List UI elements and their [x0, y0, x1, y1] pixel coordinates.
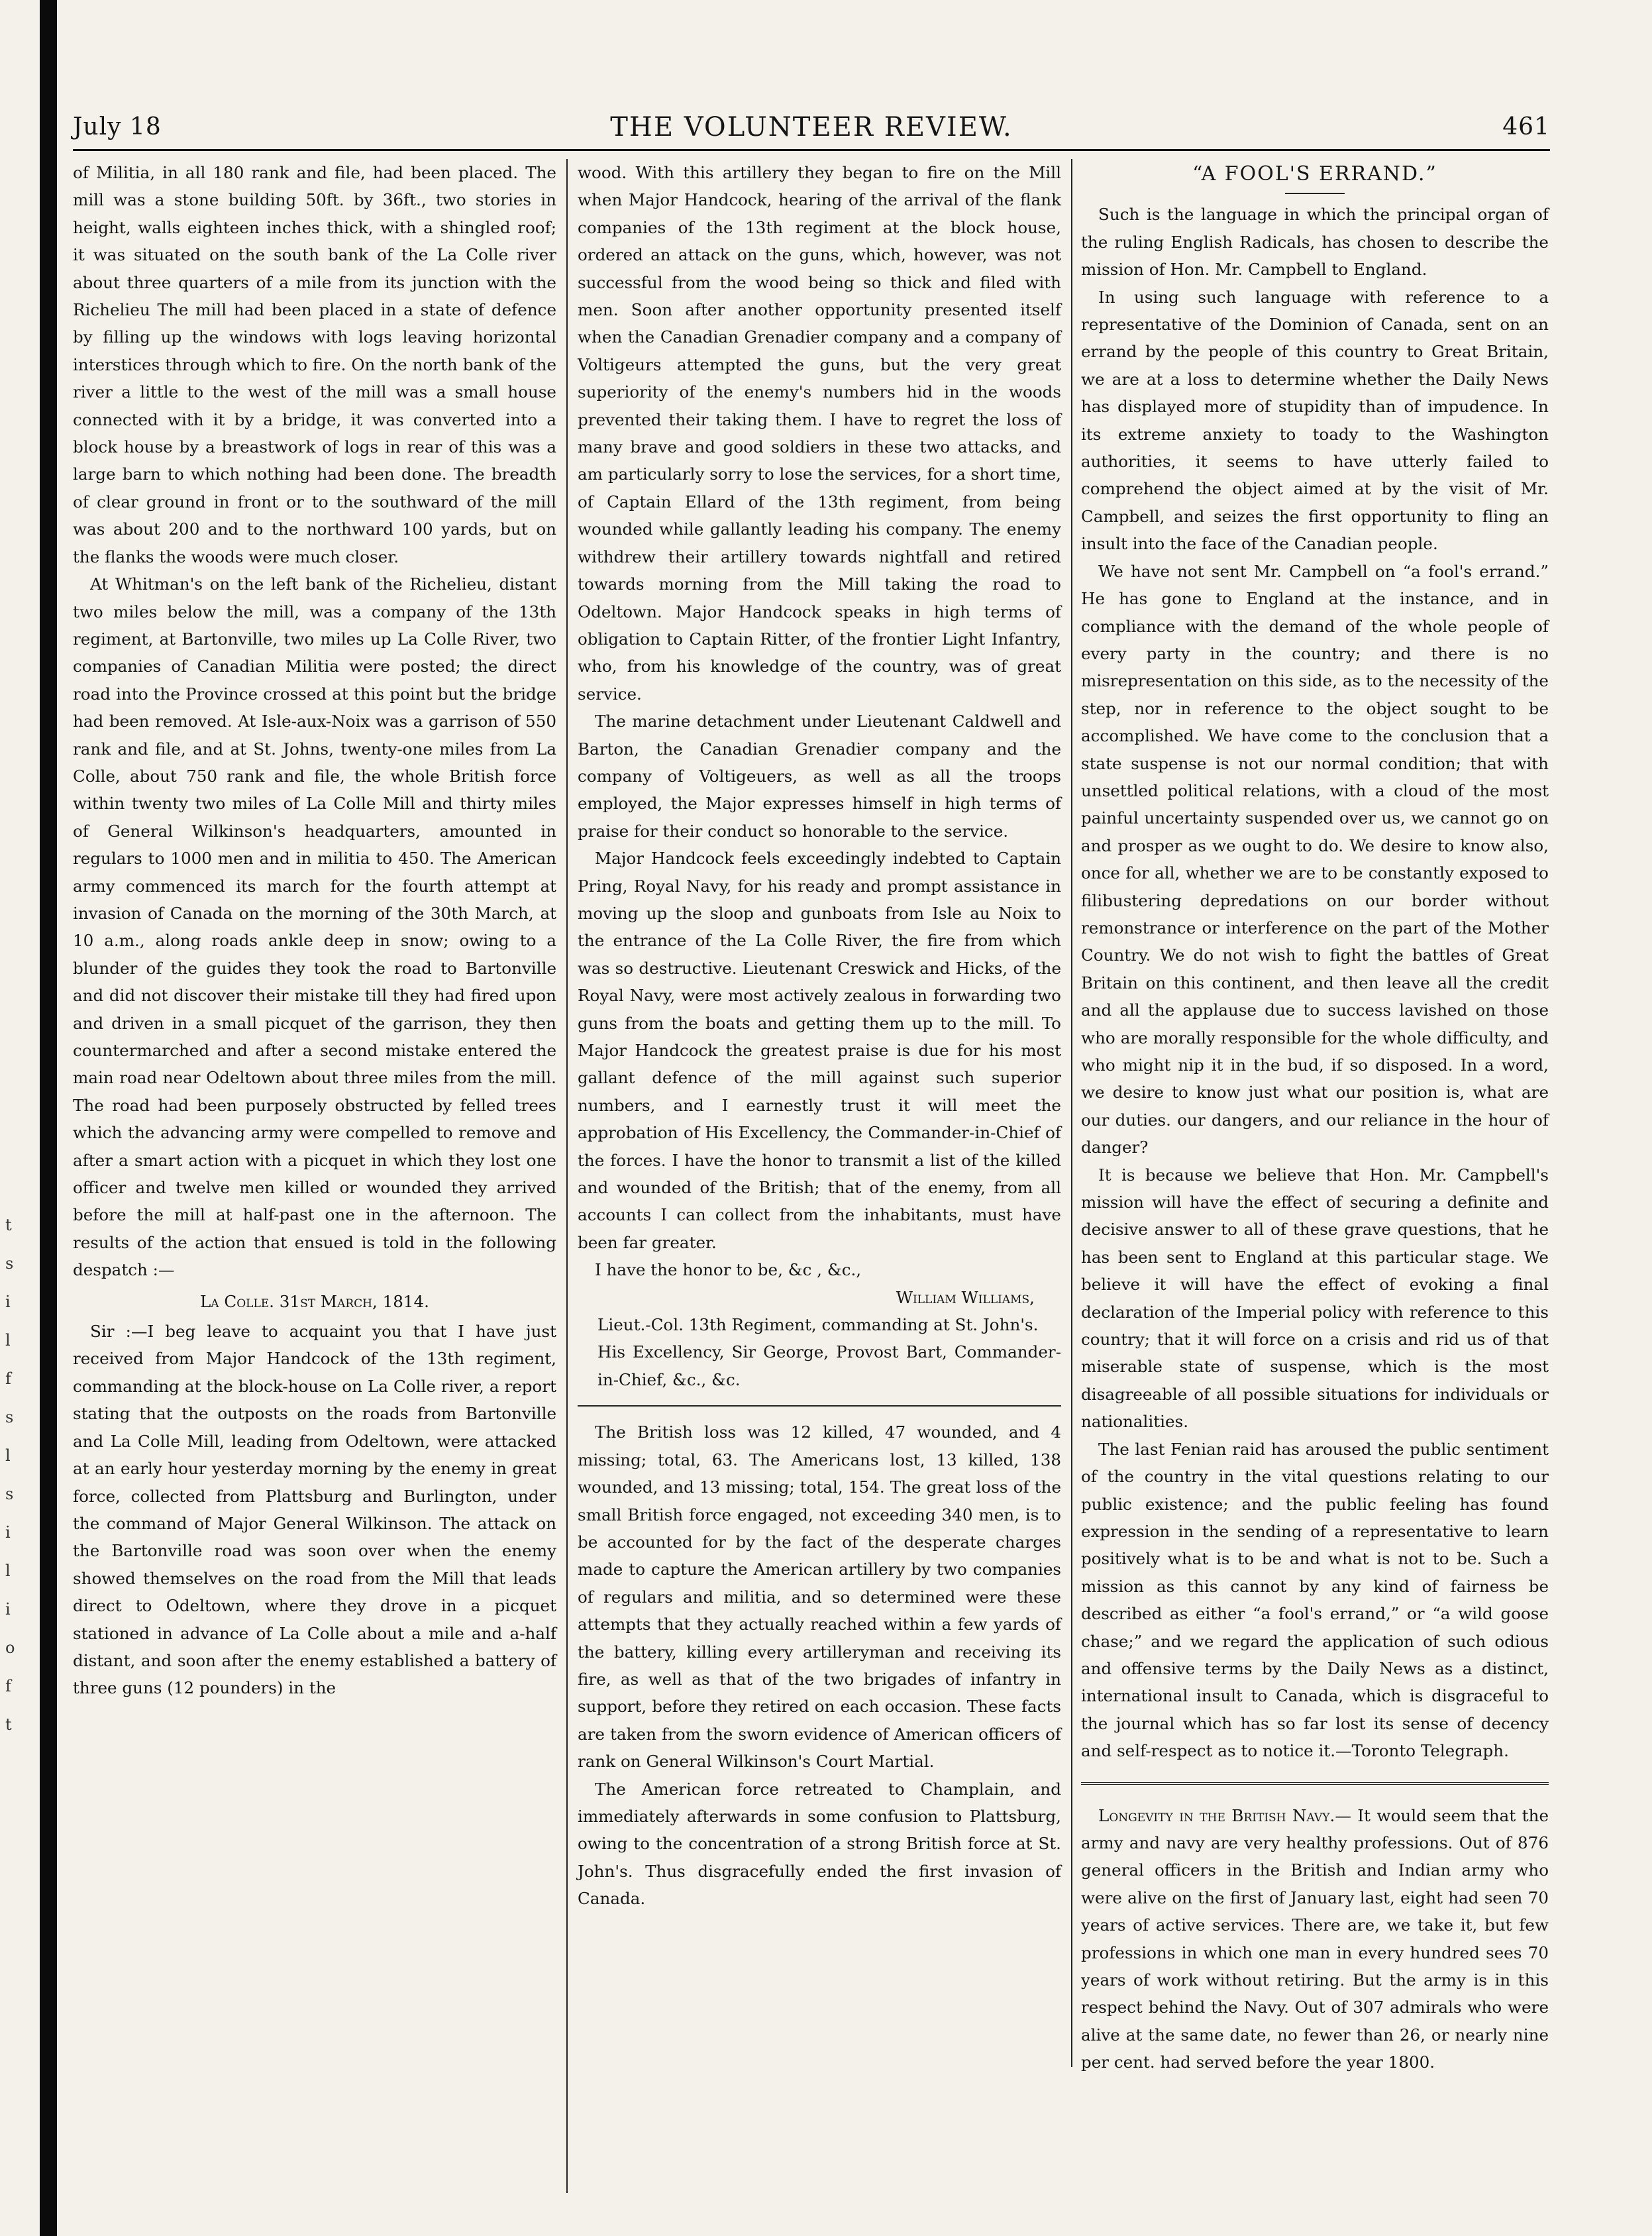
- margin-mark: i: [5, 1600, 11, 1619]
- binding-edge: [40, 0, 57, 2236]
- news-item-body: — It would seem that the army and navy are very healthy professions. Out of 876 general officers in the British and Indian army who were alive on the first of January last, eight had seen 70 years of active services. There are, we take it, but few professions in which one man in every hundred sees 70 years of work without retiring. But the army is in this respect behind the Navy. Out of 307 admirals who were alive at the same date, no fewer than 26, or nearly nine per cent. had served before the year 1800.: [1081, 1805, 1549, 2072]
- margin-mark: s: [5, 1485, 14, 1503]
- header-rule: [73, 149, 1550, 151]
- despatch-signature: William Williams,: [896, 1287, 1035, 1307]
- column-2: [578, 159, 1061, 1913]
- despatch-paragraph: wood. With this artillery they began to fire on the Mill when Major Handcock, hearing of the arrival of the flank companies of the 13th regiment at the block house, ordered an attack on the guns, which, however, was not successful from the wood being so thick and filed with men. Soon after another opportunity presented itself when the Canadian Grenadier company and a company of Voltigeurs attempted the guns, but the very great superiority of the enemy's numbers hid in the woods prevented their taking them. I have to regret the loss of many brave and good soldiers in these two attacks, and am particularly sorry to lose the services, for a short time, of Captain Ellard of the 13th regiment, from being wounded while gallantly leading his company. The enemy withdrew their artillery towards nightfall and retired towards morning from the Mill taking the road to Odeltown. Major Handcock speaks in high terms of obligation to Captain Ritter, of the frontier Light Infantry, who, from his knowledge of the country, was of great service.: [578, 163, 1061, 704]
- article-paragraph: The last Fenian raid has aroused the public sentiment of the country in the vital questions relating to our public existence; and the public feeling has found expression in the sending of a representative to learn positively what is to be and what is not to be. Such a mission as this cannot by any kind of fairness be described as either “a fool's errand,” or “a wild goose chase;” and we regard the application of such odious and offensive terms by the Daily News as a distinct, international insult to Canada, which is disgraceful to the journal which has so far lost its sense of decency and self-respect as to notice it.—Toronto Telegraph.: [1081, 1439, 1549, 1761]
- section-rule: [1081, 1782, 1549, 1785]
- masthead-title: THE VOLUNTEER REVIEW.: [610, 112, 1013, 142]
- article-paragraph: of Militia, in all 180 rank and file, had been placed. The mill was a stone building 50ft. by 36ft., two stories in height, walls eighteen inches thick, with a shingled roof; it was situated on the south bank of the La Colle river about three quarters of a mile from its junction with the Richelieu The mill had been placed in a state of defence by filling up the windows with logs leaving horizontal interstices through which to fire. On the north bank of the river a little to the west of the mill was a small house connected with it by a bridge, it was converted into a block house by a breastwork of logs in rear of this was a large barn to which nothing had been done. The breadth of clear ground in front or to the southward of the mill was about 200 and to the northward 100 yards, but on the flanks the woods were much closer.: [73, 163, 556, 566]
- despatch-paragraph: Sir :—I beg leave to acquaint you that I have just received from Major Handcock of the 13th regiment, commanding at the block-house on La Colle river, a report stating that the outposts on the roads from Bartonville and La Colle Mill, leading from Odeltown, were attacked at an early hour yesterday morning by the enemy in great force, collected from Plattsburg and Burlington, under the command of Major General Wilkinson. The attack on the Bartonville road was soon over when the enemy showed themselves on the road from the Mill that leads direct to Odeltown, where they drove in a picquet stationed in advance of La Colle about a mile and a-half distant, and soon after the enemy established a battery of three guns (12 pounders) in the: [73, 1322, 556, 1698]
- article-paragraph: At Whitman's on the left bank of the Richelieu, distant two miles below the mill, was a company of the 13th regiment, at Bartonville, two miles up La Colle River, two companies of Canadian Militia were posted; the direct road into the Province crossed at this point but the bridge had been removed. At Isle-aux-Noix was a garrison of 550 rank and file, and at St. Johns, twenty-one miles from La Colle, about 750 rank and file, the whole British force within twenty two miles of La Colle Mill and thirty miles of General Wilkinson's headquarters, amounted in regulars to 1000 men and in militia to 450. The American army commenced its march for the fourth attempt at invasion of Canada on the morning of the 30th March, at 10 a.m., along roads ankle deep in snow; owing to a blunder of the guides they took the road to Bartonville and did not discover their mistake till they had fired upon and driven in a small picquet of the garrison, they then countermarched and after a second mistake entered the main road near Odeltown about three miles from the mill. The road had been purposely obstructed by felled trees which the advancing army were compelled to remove and after a smart action with a picquet in which they lost one officer and twelve men killed or wounded they arrived before the mill at half-past one in the afternoon. The results of the action that ensued is told in the following despatch :—: [73, 574, 556, 1280]
- article-paragraph: We have not sent Mr. Campbell on “a fool's errand.” He has gone to England at the instance, and in compliance with the demand of the whole people of every party in the country; and there is no misrepresentation on this side, as to the necessity of the step, nor in reference to the object sought to be accomplished. We have come to the conclusion that a state suspense is not our normal condition; that with unsettled political relations, with a cloud of the most painful uncertainty suspended over us, we cannot go on and prosper as we ought to do. We desire to know also, once for all, whether we are to be constantly exposed to filibustering depredations on our border without remonstrance or interference on the part of the Mother Country. We do not wish to fight the battles of Great Britain on this continent, and then leave all the credit and all the applause due to success lavished on those who are morally responsible for the whole difficulty, and who might nip it in the bud, if so disposed. In a word, we desire to know just what our position is, what are our duties. our dangers, and our reliance in the hour of danger?: [1081, 561, 1549, 1157]
- despatch-dateline: La Colle. 31st March, 1814.: [199, 1291, 430, 1311]
- article-paragraph: Such is the language in which the principal organ of the ruling English Radicals, has chosen to describe the mission of Hon. Mr. Campbell to England.: [1081, 205, 1549, 280]
- margin-mark: i: [5, 1293, 11, 1311]
- despatch-paragraph: Major Handcock feels exceedingly indebted to Captain Pring, Royal Navy, for his ready and prompt assistance in moving up the sloop and gunboats from Isle au Noix to the entrance of the La Colle River, the fire from which was so destructive. Lieutenant Creswick and Hicks, of the Royal Navy, were most actively zealous in forwarding two guns from the boats and getting them up to the mill. To Major Handcock the greatest praise is due for his most gallant defence of the mill against such superior numbers, and I earnestly trust it will meet the approbation of His Excellency, the Commander-in-Chief of the forces. I have the honor to transmit a list of the killed and wounded of the British; that of the enemy, from all accounts I can collect from the inhabitants, must have been far greater.: [578, 849, 1061, 1252]
- margin-marks: [5, 1206, 32, 1744]
- margin-mark: f: [5, 1369, 11, 1388]
- title-rule: [1285, 193, 1345, 194]
- margin-mark: o: [5, 1638, 15, 1657]
- despatch-closing: I have the honor to be, &c , &c.,: [595, 1260, 862, 1280]
- article-paragraph: The American force retreated to Champlain, and immediately afterwards in some confusion to Plattsburg, owing to the concentration of a strong British force at St. John's. Thus disgracefully ended the first invasion of Canada.: [578, 1779, 1061, 1909]
- news-item: [1081, 1802, 1549, 2076]
- article-paragraph: In using such language with reference to a representative of the Dominion of Canada, sent on an errand by the people of this country to Great Britain, we are at a loss to determine whether the Daily News has displayed more of stupidity than of impudence. In its extreme anxiety to toady to the Washington authorities, it seems to have utterly failed to comprehend the object aimed at by the visit of Mr. Campbell, and seizes the first opportunity to fling an insult into the face of the Canadian people.: [1081, 287, 1549, 554]
- article-paragraph: It is because we believe that Hon. Mr. Campbell's mission will have the effect of securing a definite and decisive answer to all of these grave questions, that he has been sent to England at this particular stage. We believe it will have the effect of evoking a final declaration of the Imperial policy with reference to this country; that it will force on a crisis and rid us of that miserable state of suspense, which is the most disagreeable of all possible situations for individuals or nationalities.: [1081, 1165, 1549, 1432]
- margin-mark: t: [5, 1715, 12, 1734]
- header-date: July 18: [73, 113, 162, 140]
- margin-mark: l: [5, 1562, 11, 1580]
- despatch-paragraph: The marine detachment under Lieutenant Caldwell and Barton, the Canadian Grenadier company and the company of Voltigeuers, as well as all the troops employed, the Major expresses himself in high terms of praise for their conduct so honorable to the service.: [578, 712, 1061, 841]
- margin-mark: f: [5, 1677, 11, 1695]
- margin-mark: s: [5, 1408, 14, 1426]
- signatory-rank: Lieut.-Col. 13th Regiment, commanding at St. John's.: [597, 1315, 1039, 1335]
- article-title: “A FOOL'S ERRAND.”: [1192, 162, 1437, 186]
- page-header: [73, 107, 1550, 147]
- column-rule-1: [566, 159, 568, 2193]
- article-paragraph: The British loss was 12 killed, 47 wounded, and 4 missing; total, 63. The Americans lost, 13 killed, 138 wounded, and 13 missing; total, 154. The great loss of the small British force engaged, not exceeding 340 men, is to be accounted for by the fact of the desperate charges made to capture the American artillery by two companies of regulars and militia, and so determined were these attempts that they actually reached within a few yards of the battery, killing every artilleryman and receiving its fire, as well as that of the two brigades of infantry in support, before they retired on each occasion. These facts are taken from the sworn evidence of American officers of rank on General Wilkinson's Court Martial.: [578, 1422, 1061, 1772]
- margin-mark: t: [5, 1216, 12, 1234]
- news-item-heading: Longevity in the British Navy.: [1098, 1805, 1335, 1825]
- column-3: [1081, 159, 1549, 2076]
- section-rule: [578, 1405, 1061, 1407]
- margin-mark: l: [5, 1331, 11, 1350]
- margin-mark: i: [5, 1523, 11, 1542]
- margin-mark: l: [5, 1446, 11, 1465]
- column-1: [73, 159, 556, 1702]
- column-rule-2: [1071, 159, 1072, 2067]
- margin-mark: s: [5, 1254, 14, 1273]
- page-number: 461: [1502, 113, 1550, 140]
- despatch-addressee: His Excellency, Sir George, Provost Bart, Commander-in-Chief, &c., &c.: [597, 1342, 1061, 1389]
